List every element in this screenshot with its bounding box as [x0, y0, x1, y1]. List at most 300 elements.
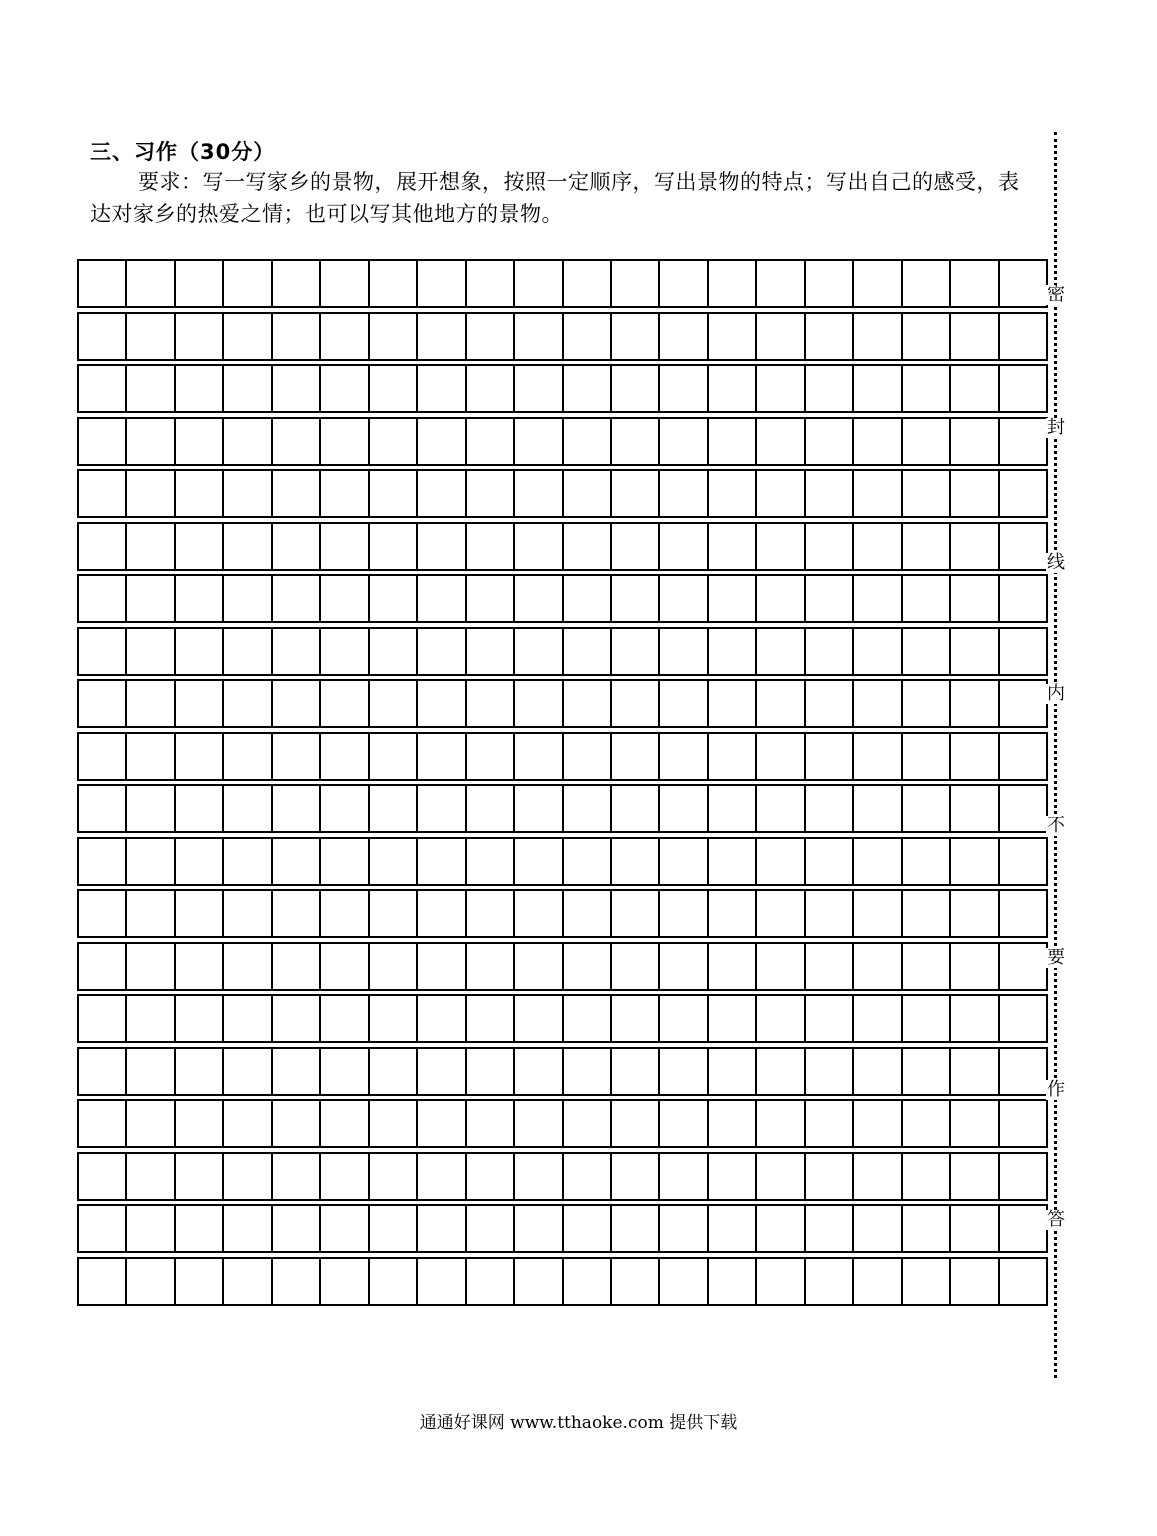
grid-cell[interactable] — [852, 996, 900, 1041]
grid-cell[interactable] — [901, 1049, 949, 1094]
grid-cell[interactable] — [416, 1259, 464, 1304]
grid-cell[interactable] — [125, 944, 173, 989]
grid-cell[interactable] — [562, 261, 610, 306]
grid-cell[interactable] — [271, 1049, 319, 1094]
grid-cell[interactable] — [465, 996, 513, 1041]
grid-cell[interactable] — [319, 419, 367, 464]
grid-cell[interactable] — [755, 996, 803, 1041]
grid-cell[interactable] — [658, 524, 706, 569]
grid-cell[interactable] — [125, 314, 173, 359]
grid-cell[interactable] — [77, 681, 125, 726]
grid-cell[interactable] — [755, 891, 803, 936]
grid-cell[interactable] — [513, 261, 561, 306]
grid-cell[interactable] — [77, 629, 125, 674]
grid-cell[interactable] — [271, 1101, 319, 1146]
grid-cell[interactable] — [949, 944, 997, 989]
grid-cell[interactable] — [271, 1206, 319, 1251]
grid-cell[interactable] — [465, 314, 513, 359]
grid-cell[interactable] — [174, 1049, 222, 1094]
grid-cell[interactable] — [755, 471, 803, 516]
grid-cell[interactable] — [658, 996, 706, 1041]
grid-cell[interactable] — [901, 891, 949, 936]
grid-cell[interactable] — [852, 366, 900, 411]
grid-cell[interactable] — [465, 944, 513, 989]
grid-cell[interactable] — [949, 891, 997, 936]
grid-cell[interactable] — [222, 1101, 270, 1146]
grid-cell[interactable] — [949, 314, 997, 359]
grid-cell[interactable] — [125, 734, 173, 779]
grid-cell[interactable] — [416, 314, 464, 359]
grid-cell[interactable] — [755, 786, 803, 831]
grid-cell[interactable] — [949, 576, 997, 621]
grid-cell[interactable] — [998, 996, 1048, 1041]
grid-cell[interactable] — [174, 1259, 222, 1304]
grid-cell[interactable] — [610, 576, 658, 621]
grid-cell[interactable] — [319, 734, 367, 779]
grid-cell[interactable] — [465, 261, 513, 306]
grid-cell[interactable] — [368, 471, 416, 516]
grid-cell[interactable] — [562, 471, 610, 516]
grid-cell[interactable] — [610, 1101, 658, 1146]
grid-cell[interactable] — [271, 629, 319, 674]
grid-cell[interactable] — [319, 629, 367, 674]
grid-cell[interactable] — [125, 629, 173, 674]
grid-cell[interactable] — [658, 1259, 706, 1304]
grid-cell[interactable] — [755, 524, 803, 569]
grid-cell[interactable] — [368, 996, 416, 1041]
grid-cell[interactable] — [707, 471, 755, 516]
grid-cell[interactable] — [852, 839, 900, 884]
grid-cell[interactable] — [658, 944, 706, 989]
grid-cell[interactable] — [804, 576, 852, 621]
grid-cell[interactable] — [755, 314, 803, 359]
grid-cell[interactable] — [998, 1049, 1048, 1094]
grid-cell[interactable] — [658, 261, 706, 306]
grid-cell[interactable] — [222, 891, 270, 936]
grid-cell[interactable] — [707, 366, 755, 411]
grid-cell[interactable] — [77, 1154, 125, 1199]
grid-cell[interactable] — [610, 891, 658, 936]
grid-cell[interactable] — [610, 1259, 658, 1304]
grid-cell[interactable] — [222, 261, 270, 306]
grid-cell[interactable] — [998, 576, 1048, 621]
grid-cell[interactable] — [610, 524, 658, 569]
grid-cell[interactable] — [852, 524, 900, 569]
grid-cell[interactable] — [513, 681, 561, 726]
grid-cell[interactable] — [707, 314, 755, 359]
grid-cell[interactable] — [319, 366, 367, 411]
grid-cell[interactable] — [125, 996, 173, 1041]
grid-cell[interactable] — [77, 576, 125, 621]
grid-cell[interactable] — [222, 681, 270, 726]
grid-cell[interactable] — [998, 629, 1048, 674]
grid-cell[interactable] — [658, 1154, 706, 1199]
grid-cell[interactable] — [125, 1154, 173, 1199]
grid-cell[interactable] — [949, 1154, 997, 1199]
grid-cell[interactable] — [77, 944, 125, 989]
grid-cell[interactable] — [368, 1154, 416, 1199]
grid-cell[interactable] — [125, 366, 173, 411]
grid-cell[interactable] — [465, 839, 513, 884]
grid-cell[interactable] — [755, 366, 803, 411]
grid-cell[interactable] — [562, 419, 610, 464]
grid-cell[interactable] — [222, 1259, 270, 1304]
grid-cell[interactable] — [513, 629, 561, 674]
grid-cell[interactable] — [852, 261, 900, 306]
grid-cell[interactable] — [174, 1206, 222, 1251]
grid-cell[interactable] — [222, 471, 270, 516]
grid-cell[interactable] — [271, 576, 319, 621]
grid-cell[interactable] — [949, 629, 997, 674]
grid-cell[interactable] — [707, 839, 755, 884]
grid-cell[interactable] — [804, 1101, 852, 1146]
grid-cell[interactable] — [125, 891, 173, 936]
grid-cell[interactable] — [271, 261, 319, 306]
grid-cell[interactable] — [707, 1206, 755, 1251]
grid-cell[interactable] — [513, 524, 561, 569]
grid-cell[interactable] — [222, 1049, 270, 1094]
grid-cell[interactable] — [901, 734, 949, 779]
grid-cell[interactable] — [901, 576, 949, 621]
grid-cell[interactable] — [513, 314, 561, 359]
grid-cell[interactable] — [707, 1154, 755, 1199]
grid-cell[interactable] — [368, 1101, 416, 1146]
grid-cell[interactable] — [271, 1154, 319, 1199]
grid-cell[interactable] — [610, 1206, 658, 1251]
grid-cell[interactable] — [755, 1259, 803, 1304]
grid-cell[interactable] — [271, 996, 319, 1041]
grid-cell[interactable] — [368, 629, 416, 674]
grid-cell[interactable] — [174, 366, 222, 411]
grid-cell[interactable] — [465, 681, 513, 726]
grid-cell[interactable] — [755, 419, 803, 464]
grid-cell[interactable] — [222, 786, 270, 831]
grid-cell[interactable] — [707, 734, 755, 779]
grid-cell[interactable] — [77, 524, 125, 569]
grid-cell[interactable] — [513, 576, 561, 621]
grid-cell[interactable] — [852, 1259, 900, 1304]
grid-cell[interactable] — [804, 1049, 852, 1094]
grid-cell[interactable] — [804, 366, 852, 411]
grid-cell[interactable] — [755, 944, 803, 989]
grid-cell[interactable] — [465, 1206, 513, 1251]
grid-cell[interactable] — [465, 524, 513, 569]
grid-cell[interactable] — [77, 734, 125, 779]
grid-cell[interactable] — [998, 524, 1048, 569]
grid-cell[interactable] — [562, 996, 610, 1041]
grid-cell[interactable] — [368, 419, 416, 464]
grid-cell[interactable] — [465, 1154, 513, 1199]
grid-cell[interactable] — [804, 1154, 852, 1199]
grid-cell[interactable] — [174, 471, 222, 516]
grid-cell[interactable] — [658, 1206, 706, 1251]
grid-cell[interactable] — [319, 576, 367, 621]
grid-cell[interactable] — [77, 366, 125, 411]
grid-cell[interactable] — [562, 944, 610, 989]
grid-cell[interactable] — [852, 1049, 900, 1094]
grid-cell[interactable] — [368, 891, 416, 936]
grid-cell[interactable] — [513, 471, 561, 516]
grid-cell[interactable] — [271, 366, 319, 411]
grid-cell[interactable] — [465, 419, 513, 464]
grid-cell[interactable] — [319, 839, 367, 884]
grid-cell[interactable] — [222, 1154, 270, 1199]
grid-cell[interactable] — [368, 681, 416, 726]
grid-cell[interactable] — [271, 471, 319, 516]
grid-cell[interactable] — [610, 629, 658, 674]
grid-cell[interactable] — [949, 471, 997, 516]
grid-cell[interactable] — [319, 261, 367, 306]
grid-cell[interactable] — [513, 1259, 561, 1304]
grid-cell[interactable] — [949, 734, 997, 779]
grid-cell[interactable] — [949, 1259, 997, 1304]
grid-cell[interactable] — [368, 524, 416, 569]
grid-cell[interactable] — [562, 681, 610, 726]
grid-cell[interactable] — [949, 996, 997, 1041]
grid-cell[interactable] — [174, 734, 222, 779]
grid-cell[interactable] — [513, 786, 561, 831]
grid-cell[interactable] — [852, 734, 900, 779]
grid-cell[interactable] — [77, 839, 125, 884]
grid-cell[interactable] — [949, 419, 997, 464]
grid-cell[interactable] — [998, 839, 1048, 884]
grid-cell[interactable] — [125, 261, 173, 306]
grid-cell[interactable] — [513, 1206, 561, 1251]
grid-cell[interactable] — [804, 314, 852, 359]
grid-cell[interactable] — [949, 1049, 997, 1094]
grid-cell[interactable] — [804, 261, 852, 306]
grid-cell[interactable] — [707, 629, 755, 674]
grid-cell[interactable] — [222, 1206, 270, 1251]
grid-cell[interactable] — [125, 1101, 173, 1146]
grid-cell[interactable] — [319, 1049, 367, 1094]
grid-cell[interactable] — [658, 681, 706, 726]
grid-cell[interactable] — [77, 471, 125, 516]
grid-cell[interactable] — [804, 629, 852, 674]
grid-cell[interactable] — [755, 839, 803, 884]
grid-cell[interactable] — [368, 576, 416, 621]
grid-cell[interactable] — [174, 944, 222, 989]
grid-cell[interactable] — [222, 419, 270, 464]
grid-cell[interactable] — [416, 419, 464, 464]
grid-cell[interactable] — [416, 1101, 464, 1146]
grid-cell[interactable] — [222, 734, 270, 779]
grid-cell[interactable] — [707, 1049, 755, 1094]
grid-cell[interactable] — [174, 629, 222, 674]
grid-cell[interactable] — [174, 419, 222, 464]
grid-cell[interactable] — [416, 734, 464, 779]
grid-cell[interactable] — [804, 681, 852, 726]
grid-cell[interactable] — [610, 471, 658, 516]
grid-cell[interactable] — [368, 1206, 416, 1251]
grid-cell[interactable] — [319, 1101, 367, 1146]
grid-cell[interactable] — [949, 261, 997, 306]
grid-cell[interactable] — [416, 366, 464, 411]
grid-cell[interactable] — [174, 576, 222, 621]
grid-cell[interactable] — [271, 786, 319, 831]
grid-cell[interactable] — [901, 524, 949, 569]
grid-cell[interactable] — [222, 839, 270, 884]
grid-cell[interactable] — [416, 681, 464, 726]
grid-cell[interactable] — [416, 524, 464, 569]
grid-cell[interactable] — [465, 786, 513, 831]
grid-cell[interactable] — [77, 1206, 125, 1251]
grid-cell[interactable] — [755, 261, 803, 306]
grid-cell[interactable] — [319, 524, 367, 569]
grid-cell[interactable] — [416, 1206, 464, 1251]
grid-cell[interactable] — [707, 786, 755, 831]
grid-cell[interactable] — [901, 1101, 949, 1146]
grid-cell[interactable] — [416, 471, 464, 516]
grid-cell[interactable] — [804, 734, 852, 779]
grid-cell[interactable] — [852, 944, 900, 989]
grid-cell[interactable] — [77, 1259, 125, 1304]
grid-cell[interactable] — [465, 1101, 513, 1146]
grid-cell[interactable] — [707, 996, 755, 1041]
grid-cell[interactable] — [271, 681, 319, 726]
grid-cell[interactable] — [513, 1101, 561, 1146]
grid-cell[interactable] — [77, 314, 125, 359]
grid-cell[interactable] — [755, 734, 803, 779]
grid-cell[interactable] — [804, 1259, 852, 1304]
grid-cell[interactable] — [174, 996, 222, 1041]
grid-cell[interactable] — [319, 1206, 367, 1251]
grid-cell[interactable] — [852, 1101, 900, 1146]
grid-cell[interactable] — [125, 1206, 173, 1251]
grid-cell[interactable] — [174, 314, 222, 359]
grid-cell[interactable] — [901, 366, 949, 411]
grid-cell[interactable] — [998, 1154, 1048, 1199]
grid-cell[interactable] — [949, 524, 997, 569]
grid-cell[interactable] — [707, 944, 755, 989]
grid-cell[interactable] — [562, 1206, 610, 1251]
grid-cell[interactable] — [465, 891, 513, 936]
grid-cell[interactable] — [465, 471, 513, 516]
grid-cell[interactable] — [222, 576, 270, 621]
grid-cell[interactable] — [610, 419, 658, 464]
grid-cell[interactable] — [222, 629, 270, 674]
grid-cell[interactable] — [271, 1259, 319, 1304]
grid-cell[interactable] — [755, 576, 803, 621]
grid-cell[interactable] — [707, 681, 755, 726]
grid-cell[interactable] — [658, 786, 706, 831]
grid-cell[interactable] — [319, 314, 367, 359]
grid-cell[interactable] — [901, 1206, 949, 1251]
grid-cell[interactable] — [610, 681, 658, 726]
grid-cell[interactable] — [125, 419, 173, 464]
grid-cell[interactable] — [416, 1154, 464, 1199]
grid-cell[interactable] — [416, 1049, 464, 1094]
grid-cell[interactable] — [658, 419, 706, 464]
grid-cell[interactable] — [852, 1154, 900, 1199]
grid-cell[interactable] — [901, 839, 949, 884]
grid-cell[interactable] — [513, 734, 561, 779]
grid-cell[interactable] — [77, 1101, 125, 1146]
grid-cell[interactable] — [901, 1154, 949, 1199]
grid-cell[interactable] — [901, 314, 949, 359]
grid-cell[interactable] — [222, 524, 270, 569]
grid-cell[interactable] — [513, 419, 561, 464]
grid-cell[interactable] — [222, 944, 270, 989]
grid-cell[interactable] — [77, 891, 125, 936]
grid-cell[interactable] — [319, 944, 367, 989]
grid-cell[interactable] — [901, 629, 949, 674]
grid-cell[interactable] — [998, 1101, 1048, 1146]
grid-cell[interactable] — [368, 1049, 416, 1094]
grid-cell[interactable] — [562, 891, 610, 936]
grid-cell[interactable] — [125, 524, 173, 569]
grid-cell[interactable] — [610, 839, 658, 884]
grid-cell[interactable] — [368, 314, 416, 359]
grid-cell[interactable] — [610, 996, 658, 1041]
grid-cell[interactable] — [610, 366, 658, 411]
grid-cell[interactable] — [174, 786, 222, 831]
grid-cell[interactable] — [416, 786, 464, 831]
grid-cell[interactable] — [319, 1259, 367, 1304]
grid-cell[interactable] — [562, 1101, 610, 1146]
grid-cell[interactable] — [804, 786, 852, 831]
grid-cell[interactable] — [368, 839, 416, 884]
grid-cell[interactable] — [949, 1101, 997, 1146]
grid-cell[interactable] — [77, 786, 125, 831]
grid-cell[interactable] — [125, 839, 173, 884]
grid-cell[interactable] — [658, 576, 706, 621]
grid-cell[interactable] — [174, 891, 222, 936]
grid-cell[interactable] — [610, 1154, 658, 1199]
grid-cell[interactable] — [368, 734, 416, 779]
grid-cell[interactable] — [610, 261, 658, 306]
grid-cell[interactable] — [755, 681, 803, 726]
grid-cell[interactable] — [465, 734, 513, 779]
grid-cell[interactable] — [949, 681, 997, 726]
grid-cell[interactable] — [562, 1049, 610, 1094]
grid-cell[interactable] — [707, 1101, 755, 1146]
grid-cell[interactable] — [465, 576, 513, 621]
grid-cell[interactable] — [513, 366, 561, 411]
grid-cell[interactable] — [416, 576, 464, 621]
grid-cell[interactable] — [755, 1049, 803, 1094]
grid-cell[interactable] — [465, 1049, 513, 1094]
grid-cell[interactable] — [901, 261, 949, 306]
grid-cell[interactable] — [271, 734, 319, 779]
grid-cell[interactable] — [658, 629, 706, 674]
grid-cell[interactable] — [271, 314, 319, 359]
grid-cell[interactable] — [77, 1049, 125, 1094]
grid-cell[interactable] — [998, 366, 1048, 411]
grid-cell[interactable] — [125, 1259, 173, 1304]
grid-cell[interactable] — [368, 261, 416, 306]
grid-cell[interactable] — [368, 1259, 416, 1304]
composition-grid[interactable] — [77, 259, 1048, 1310]
grid-cell[interactable] — [562, 1259, 610, 1304]
grid-cell[interactable] — [610, 1049, 658, 1094]
grid-cell[interactable] — [658, 1049, 706, 1094]
grid-cell[interactable] — [804, 524, 852, 569]
grid-cell[interactable] — [852, 786, 900, 831]
grid-cell[interactable] — [804, 471, 852, 516]
grid-cell[interactable] — [562, 786, 610, 831]
grid-cell[interactable] — [852, 419, 900, 464]
grid-cell[interactable] — [465, 366, 513, 411]
grid-cell[interactable] — [513, 1154, 561, 1199]
grid-cell[interactable] — [125, 786, 173, 831]
grid-cell[interactable] — [949, 839, 997, 884]
grid-cell[interactable] — [658, 734, 706, 779]
grid-cell[interactable] — [513, 996, 561, 1041]
grid-cell[interactable] — [562, 839, 610, 884]
grid-cell[interactable] — [368, 366, 416, 411]
grid-cell[interactable] — [77, 996, 125, 1041]
